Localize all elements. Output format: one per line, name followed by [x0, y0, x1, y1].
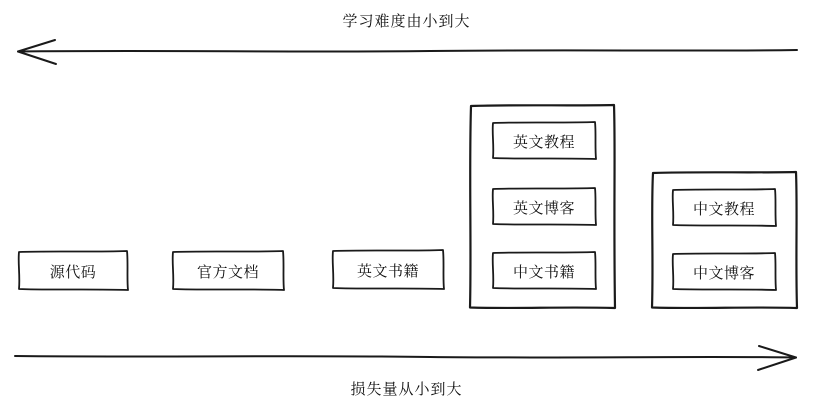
node-english-books[interactable]: [332, 250, 444, 290]
node-label: 源代码: [49, 262, 97, 281]
node-label: 英文博客: [512, 198, 575, 217]
top-axis-caption: 学习难度由小到大: [342, 12, 471, 30]
node-label: 中文书籍: [512, 262, 575, 281]
node-english-blogs[interactable]: [492, 188, 596, 226]
node-label: 中文博客: [692, 263, 755, 282]
top-arrow-left: [18, 40, 797, 64]
node-chinese-books[interactable]: [492, 252, 596, 290]
node-label: 中文教程: [692, 199, 755, 218]
node-english-tutorials[interactable]: [492, 122, 596, 160]
bottom-axis-caption: 损失量从小到大: [350, 380, 463, 398]
node-label: 英文书籍: [356, 261, 419, 280]
node-official-docs[interactable]: [172, 251, 284, 291]
node-chinese-blogs[interactable]: [672, 253, 776, 291]
bottom-arrow-right: [15, 346, 796, 370]
node-label: 英文教程: [512, 132, 575, 151]
node-source-code[interactable]: [18, 251, 128, 291]
node-chinese-tutorials[interactable]: [672, 189, 776, 227]
node-label: 官方文档: [196, 262, 259, 281]
